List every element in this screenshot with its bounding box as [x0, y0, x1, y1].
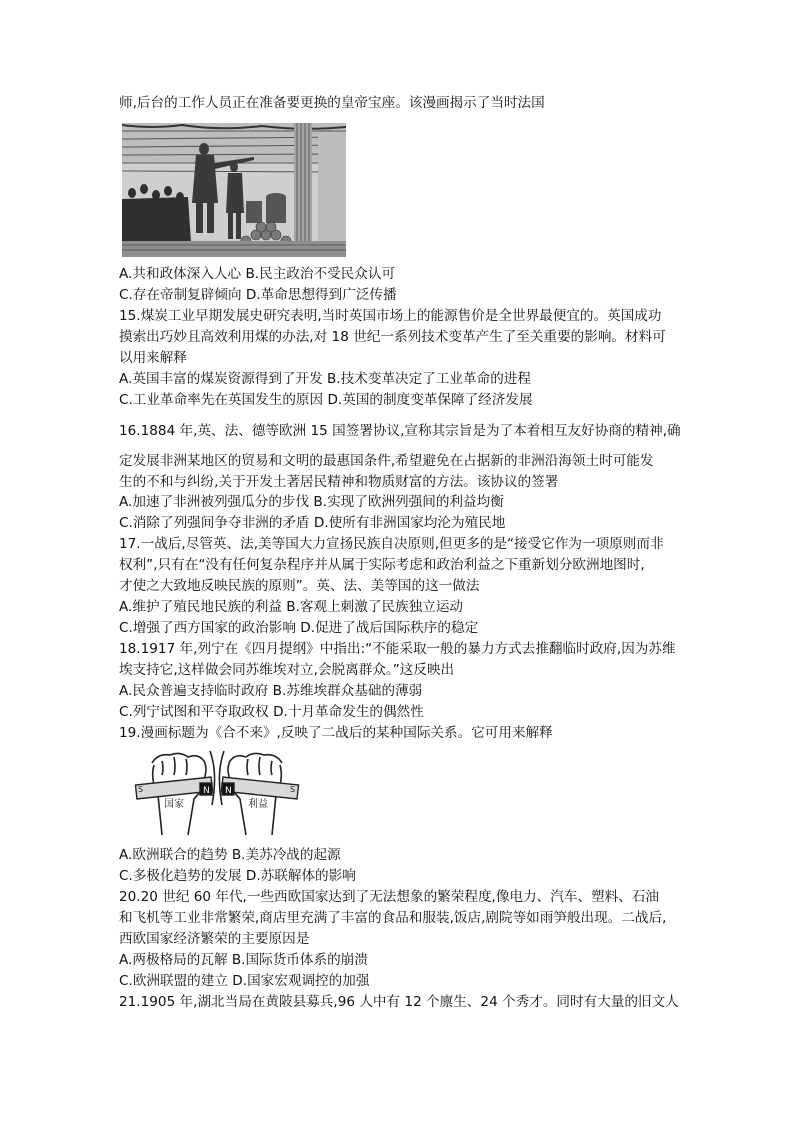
q16-stem-1: 16.1884 年,英、法、德等欧洲 15 国签署协议,宣称其宗旨是为了本着相互友好协商的精神,确 [119, 423, 681, 439]
q14-options-cd: C.存在帝制复辟倾向 D.革命思想得到广泛传播 [119, 287, 397, 303]
q17-stem-2: 权利”,只有在“没有任何复杂程序并从属于实际考虑和政治利益之下重新划分欧洲地图时, [119, 557, 645, 573]
q19-options-ab: A.欧洲联合的趋势 B.美苏冷战的起源 [119, 847, 341, 863]
question-19-cartoon [128, 745, 308, 841]
q16-options-ab: A.加速了非洲被列强瓜分的步伐 B.实现了欧洲列强间的利益均衡 [119, 494, 504, 510]
q20-stem-1: 20.20 世纪 60 年代,一些西欧国家达到了无法想象的繁荣程度,像电力、汽车、塑料、石油 [119, 889, 660, 905]
left-magnet-n-label: N [203, 786, 210, 796]
q16-stem-3: 生的不和与纠纷,关于开发土著居民精神和物质财富的方法。该协议的签署 [119, 474, 559, 490]
magnets-cartoon-image [128, 745, 308, 841]
q17-options-ab: A.维护了殖民地民族的利益 B.客观上刺激了民族独立运动 [119, 599, 464, 615]
question-14-stem-end: 师,后台的工作人员正在准备要更换的皇帝宝座。该漫画揭示了当时法国 [119, 95, 545, 111]
q20-options-ab: A.两极格局的瓦解 B.国际货币体系的崩溃 [119, 952, 368, 968]
q14-options-ab: A.共和政体深入人心 B.民主政治不受民众认可 [119, 266, 396, 282]
q16-stem-2: 定发展非洲某地区的贸易和文明的最惠国条件,希望避免在占据新的非洲沿海领土时可能发 [119, 453, 654, 469]
q15-options-cd: C.工业革命率先在英国发生的原因 D.英国的制度变革保障了经济发展 [119, 392, 533, 408]
left-magnet-s-label: S [138, 785, 144, 794]
q16-options-cd: C.消除了列强间争夺非洲的矛盾 D.使所有非洲国家均沦为殖民地 [119, 515, 506, 531]
q17-stem-3: 才使之大致地反映民族的原则”。英、法、美等国的这一做法 [119, 578, 480, 594]
q15-stem-1: 15.煤炭工业早期发展史研究表明,当时英国市场上的能源售价是全世界最便宜的。英国成功 [119, 308, 662, 324]
stage-engraving-image [122, 123, 346, 257]
right-magnet-n-label: N [225, 786, 232, 796]
question-14-cartoon [122, 123, 346, 257]
q20-stem-3: 西欧国家经济繁荣的主要原因是 [119, 931, 310, 947]
q18-options-ab: A.民众普遍支持临时政府 B.苏维埃群众基础的薄弱 [119, 683, 423, 699]
right-magnet-s-label: S [290, 785, 296, 794]
q17-stem-1: 17.一战后,尽管英、法,美等国大力宣扬民族自决原则,但更多的是“接受它作为一项原则而非 [119, 536, 664, 552]
q18-options-cd: C.列宁试图和平夺取政权 D.十月革命发生的偶然性 [119, 704, 424, 720]
q15-stem-3: 以用来解释 [119, 350, 187, 366]
q18-stem-1: 18.1917 年,列宁在《四月提纲》中指出:“不能采取一般的暴力方式去推翻临时政府,因为苏维 [119, 641, 676, 657]
q19-options-cd: C.多极化趋势的发展 D.苏联解体的影响 [119, 868, 356, 884]
q18-stem-2: 埃支持它,这样做会同苏维埃对立,会脱离群众。”这反映出 [119, 662, 455, 678]
q19-stem-1: 19.漫画标题为《合不来》,反映了二战后的某种国际关系。它可用来解释 [119, 725, 553, 741]
right-fist-label: 利益 [248, 799, 268, 810]
left-fist-label: 国家 [164, 799, 184, 810]
q20-options-cd: C.欧洲联盟的建立 D.国家宏观调控的加强 [119, 973, 370, 989]
q15-options-ab: A.英国丰富的煤炭资源得到了开发 B.技术变革决定了工业革命的进程 [119, 371, 531, 387]
q21-stem-1: 21.1905 年,湖北当局在黄陂县募兵,96 人中有 12 个廪生、24 个秀才。同时有大量的旧文人 [119, 994, 679, 1010]
q20-stem-2: 和飞机等工业非常繁荣,商店里充满了丰富的食品和服装,饭店,剧院等如雨笋般出现。二战后, [119, 910, 667, 926]
q15-stem-2: 摸索出巧妙且高效利用煤的办法,对 18 世纪一系列技术变革产生了至关重要的影响。材料可 [119, 329, 666, 345]
q17-options-cd: C.增强了西方国家的政治影响 D.促进了战后国际秩序的稳定 [119, 620, 479, 636]
